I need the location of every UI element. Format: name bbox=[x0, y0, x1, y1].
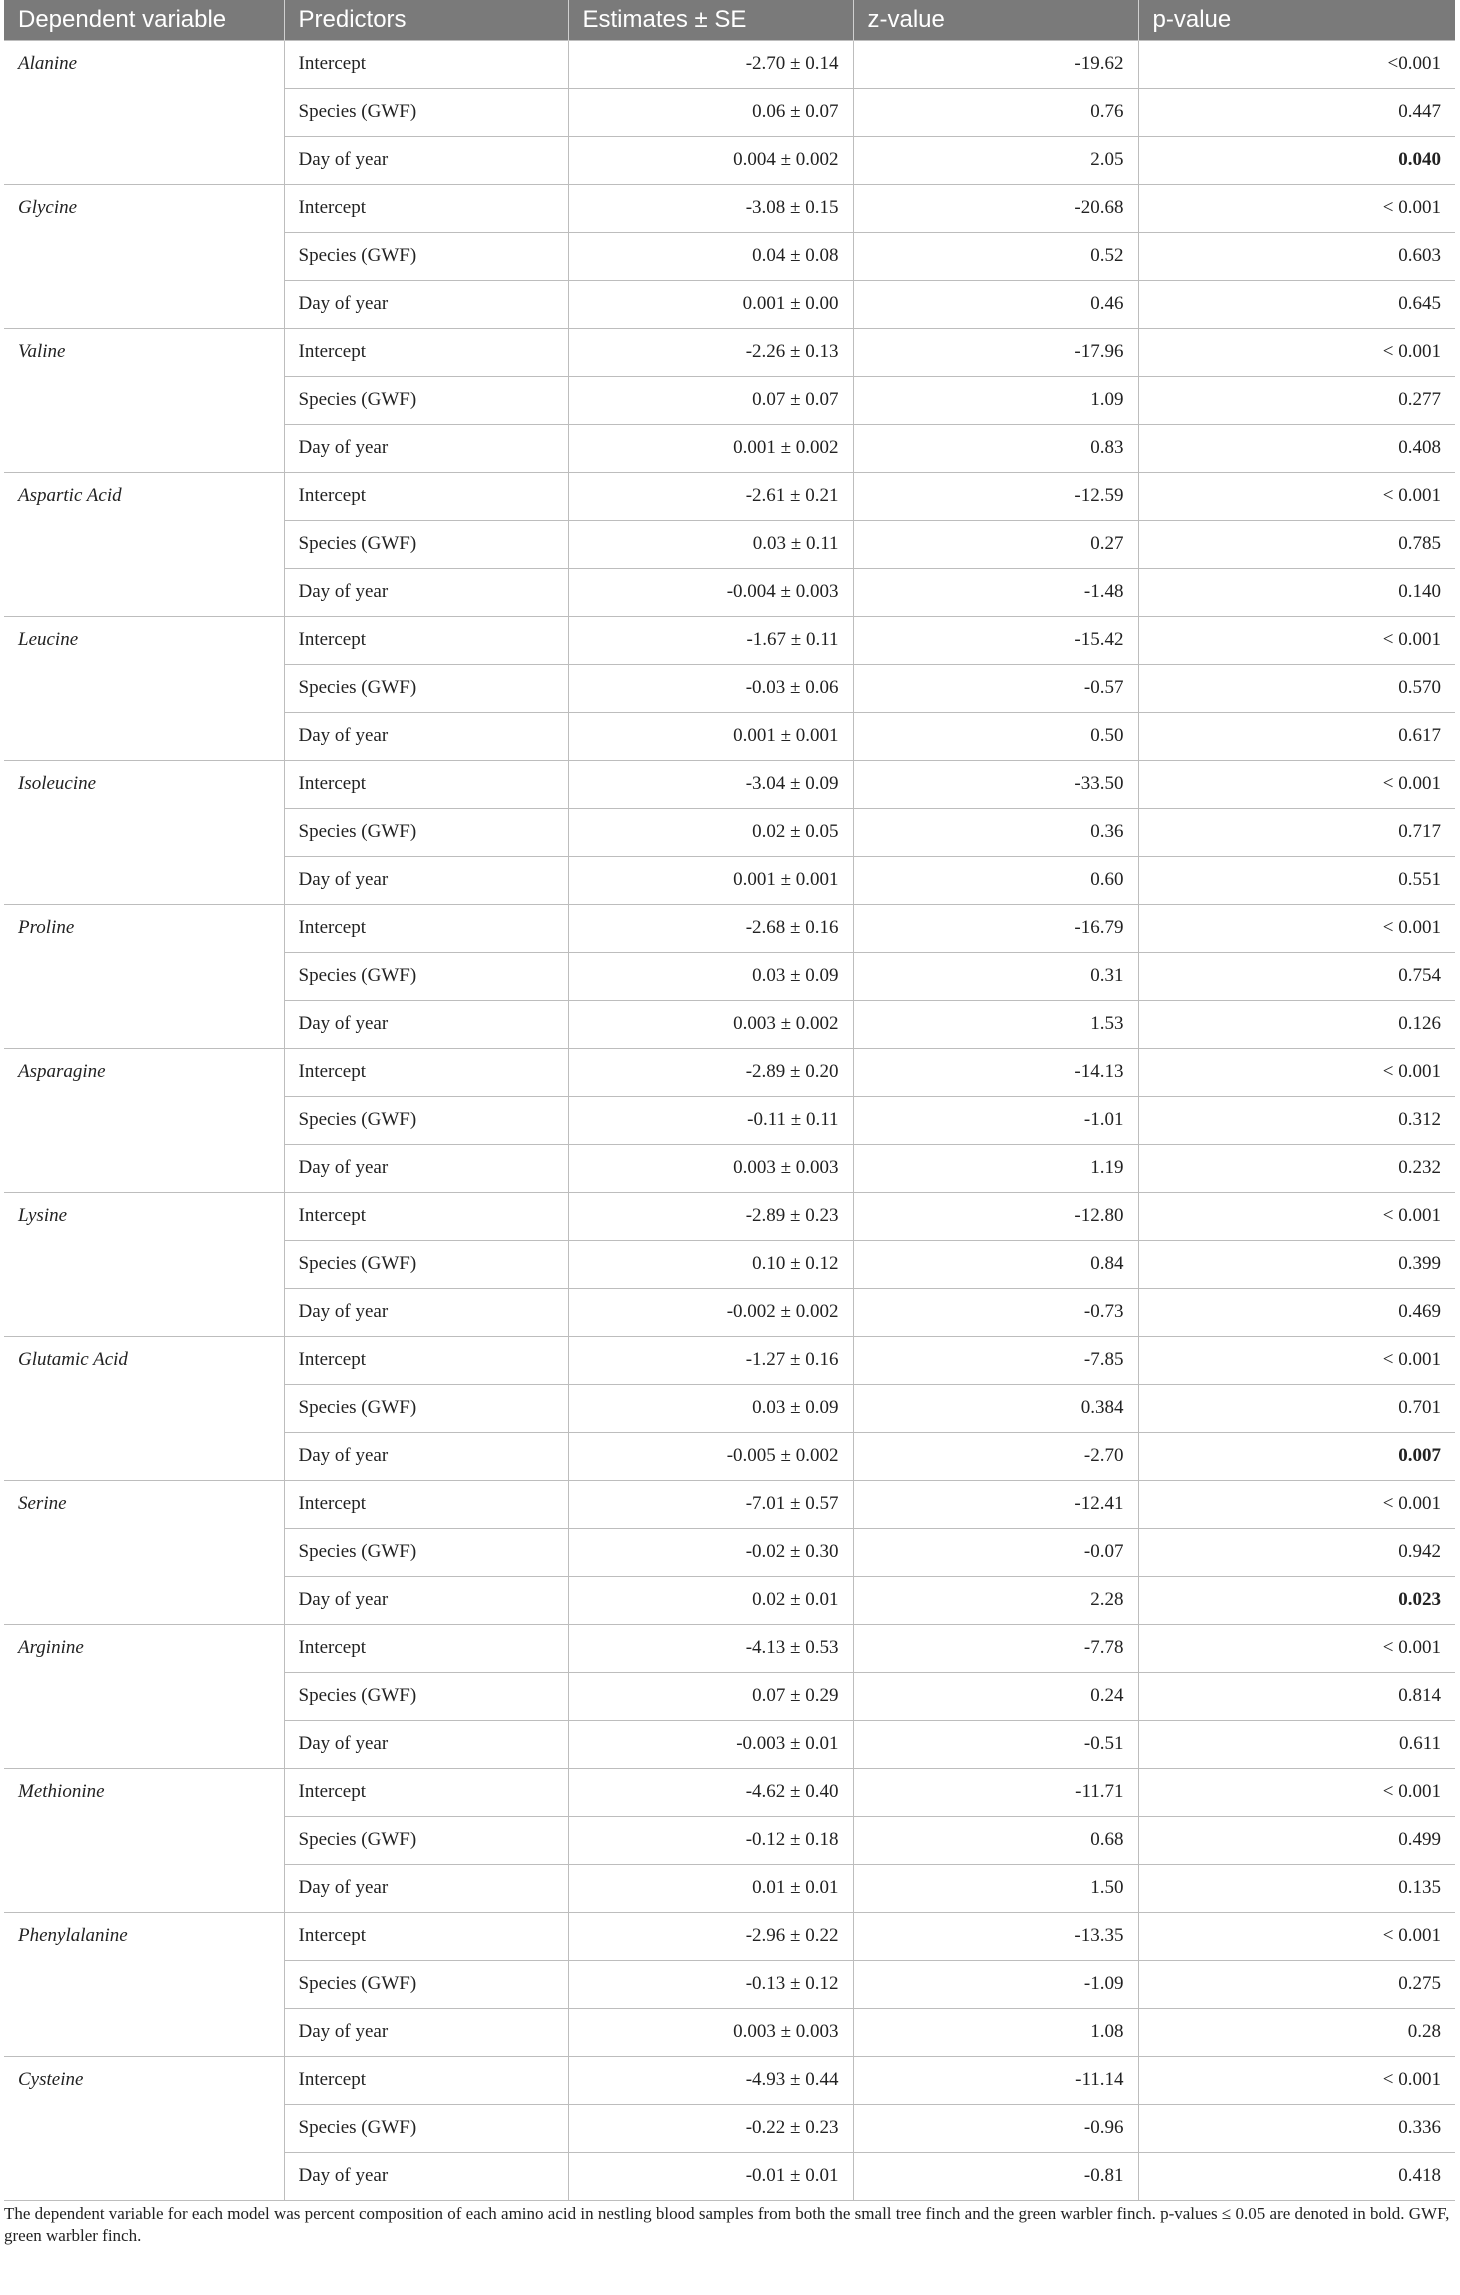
p-value-cell: 0.717 bbox=[1138, 808, 1455, 856]
predictor-cell: Intercept bbox=[284, 472, 568, 520]
estimate-cell: -0.004 ± 0.003 bbox=[568, 568, 853, 616]
predictor-cell: Day of year bbox=[284, 1576, 568, 1624]
predictor-cell: Day of year bbox=[284, 1864, 568, 1912]
header-z-value: z-value bbox=[853, 0, 1138, 40]
predictor-cell: Intercept bbox=[284, 1624, 568, 1672]
predictor-cell: Intercept bbox=[284, 904, 568, 952]
dependent-variable-cell: Lysine bbox=[4, 1192, 284, 1336]
predictor-cell: Day of year bbox=[284, 856, 568, 904]
dependent-variable-cell: Asparagine bbox=[4, 1048, 284, 1192]
predictor-cell: Day of year bbox=[284, 280, 568, 328]
z-value-cell: 0.384 bbox=[853, 1384, 1138, 1432]
predictor-cell: Species (GWF) bbox=[284, 1096, 568, 1144]
p-value-cell: < 0.001 bbox=[1138, 1624, 1455, 1672]
estimate-cell: -3.04 ± 0.09 bbox=[568, 760, 853, 808]
z-value-cell: -0.96 bbox=[853, 2104, 1138, 2152]
p-value-cell: 0.040 bbox=[1138, 136, 1455, 184]
dependent-variable-cell: Alanine bbox=[4, 40, 284, 184]
predictor-cell: Intercept bbox=[284, 616, 568, 664]
estimate-cell: 0.001 ± 0.001 bbox=[568, 712, 853, 760]
z-value-cell: -7.78 bbox=[853, 1624, 1138, 1672]
estimate-cell: -2.61 ± 0.21 bbox=[568, 472, 853, 520]
p-value-cell: < 0.001 bbox=[1138, 1048, 1455, 1096]
z-value-cell: 1.08 bbox=[853, 2008, 1138, 2056]
z-value-cell: -11.14 bbox=[853, 2056, 1138, 2104]
estimate-cell: -0.03 ± 0.06 bbox=[568, 664, 853, 712]
predictor-cell: Species (GWF) bbox=[284, 88, 568, 136]
predictor-cell: Day of year bbox=[284, 1000, 568, 1048]
estimate-cell: 0.003 ± 0.002 bbox=[568, 1000, 853, 1048]
predictor-cell: Species (GWF) bbox=[284, 1528, 568, 1576]
predictor-cell: Species (GWF) bbox=[284, 2104, 568, 2152]
predictor-cell: Day of year bbox=[284, 2152, 568, 2200]
z-value-cell: -16.79 bbox=[853, 904, 1138, 952]
predictor-cell: Species (GWF) bbox=[284, 1240, 568, 1288]
p-value-cell: 0.814 bbox=[1138, 1672, 1455, 1720]
p-value-cell: < 0.001 bbox=[1138, 2056, 1455, 2104]
z-value-cell: -17.96 bbox=[853, 328, 1138, 376]
estimate-cell: -2.68 ± 0.16 bbox=[568, 904, 853, 952]
estimate-cell: 0.001 ± 0.00 bbox=[568, 280, 853, 328]
dependent-variable-cell: Leucine bbox=[4, 616, 284, 760]
predictor-cell: Intercept bbox=[284, 1480, 568, 1528]
header-dependent-variable: Dependent variable bbox=[4, 0, 284, 40]
predictor-cell: Species (GWF) bbox=[284, 952, 568, 1000]
p-value-cell: 0.28 bbox=[1138, 2008, 1455, 2056]
estimate-cell: -4.93 ± 0.44 bbox=[568, 2056, 853, 2104]
estimate-cell: -1.67 ± 0.11 bbox=[568, 616, 853, 664]
z-value-cell: 0.31 bbox=[853, 952, 1138, 1000]
dependent-variable-cell: Cysteine bbox=[4, 2056, 284, 2200]
z-value-cell: 0.50 bbox=[853, 712, 1138, 760]
table-row bbox=[4, 904, 1455, 952]
header-estimates: Estimates ± SE bbox=[568, 0, 853, 40]
predictor-cell: Day of year bbox=[284, 1288, 568, 1336]
z-value-cell: 0.83 bbox=[853, 424, 1138, 472]
dependent-variable-cell: Aspartic Acid bbox=[4, 472, 284, 616]
p-value-cell: 0.617 bbox=[1138, 712, 1455, 760]
predictor-cell: Species (GWF) bbox=[284, 376, 568, 424]
p-value-cell: < 0.001 bbox=[1138, 1480, 1455, 1528]
predictor-cell: Day of year bbox=[284, 1144, 568, 1192]
table-row bbox=[4, 328, 1455, 376]
p-value-cell: 0.469 bbox=[1138, 1288, 1455, 1336]
table-row bbox=[4, 1480, 1455, 1528]
estimate-cell: 0.001 ± 0.001 bbox=[568, 856, 853, 904]
estimate-cell: 0.10 ± 0.12 bbox=[568, 1240, 853, 1288]
estimate-cell: 0.03 ± 0.09 bbox=[568, 952, 853, 1000]
estimate-cell: -4.62 ± 0.40 bbox=[568, 1768, 853, 1816]
estimate-cell: -2.89 ± 0.23 bbox=[568, 1192, 853, 1240]
p-value-cell: 0.570 bbox=[1138, 664, 1455, 712]
p-value-cell: < 0.001 bbox=[1138, 1912, 1455, 1960]
estimate-cell: 0.02 ± 0.01 bbox=[568, 1576, 853, 1624]
dependent-variable-cell: Valine bbox=[4, 328, 284, 472]
estimate-cell: -0.02 ± 0.30 bbox=[568, 1528, 853, 1576]
z-value-cell: -2.70 bbox=[853, 1432, 1138, 1480]
predictor-cell: Species (GWF) bbox=[284, 1816, 568, 1864]
p-value-cell: 0.336 bbox=[1138, 2104, 1455, 2152]
z-value-cell: 0.60 bbox=[853, 856, 1138, 904]
z-value-cell: 0.68 bbox=[853, 1816, 1138, 1864]
p-value-cell: 0.603 bbox=[1138, 232, 1455, 280]
predictor-cell: Species (GWF) bbox=[284, 664, 568, 712]
p-value-cell: 0.785 bbox=[1138, 520, 1455, 568]
p-value-cell: 0.126 bbox=[1138, 1000, 1455, 1048]
dependent-variable-cell: Methionine bbox=[4, 1768, 284, 1912]
p-value-cell: 0.499 bbox=[1138, 1816, 1455, 1864]
predictor-cell: Day of year bbox=[284, 136, 568, 184]
table-row bbox=[4, 1192, 1455, 1240]
table-row bbox=[4, 616, 1455, 664]
p-value-cell: 0.942 bbox=[1138, 1528, 1455, 1576]
z-value-cell: -13.35 bbox=[853, 1912, 1138, 1960]
p-value-cell: 0.399 bbox=[1138, 1240, 1455, 1288]
estimate-cell: -1.27 ± 0.16 bbox=[568, 1336, 853, 1384]
predictor-cell: Day of year bbox=[284, 1432, 568, 1480]
z-value-cell: -12.41 bbox=[853, 1480, 1138, 1528]
estimate-cell: 0.02 ± 0.05 bbox=[568, 808, 853, 856]
predictor-cell: Day of year bbox=[284, 424, 568, 472]
predictor-cell: Day of year bbox=[284, 1720, 568, 1768]
p-value-cell: 0.312 bbox=[1138, 1096, 1455, 1144]
z-value-cell: -7.85 bbox=[853, 1336, 1138, 1384]
predictor-cell: Intercept bbox=[284, 760, 568, 808]
dependent-variable-cell: Phenylalanine bbox=[4, 1912, 284, 2056]
predictor-cell: Species (GWF) bbox=[284, 1960, 568, 2008]
p-value-cell: 0.645 bbox=[1138, 280, 1455, 328]
p-value-cell: < 0.001 bbox=[1138, 1192, 1455, 1240]
estimate-cell: -2.96 ± 0.22 bbox=[568, 1912, 853, 1960]
predictor-cell: Intercept bbox=[284, 1048, 568, 1096]
z-value-cell: 1.50 bbox=[853, 1864, 1138, 1912]
estimate-cell: -0.01 ± 0.01 bbox=[568, 2152, 853, 2200]
p-value-cell: < 0.001 bbox=[1138, 472, 1455, 520]
p-value-cell: 0.232 bbox=[1138, 1144, 1455, 1192]
table-row bbox=[4, 40, 1455, 88]
predictor-cell: Intercept bbox=[284, 40, 568, 88]
table-row bbox=[4, 1768, 1455, 1816]
predictor-cell: Day of year bbox=[284, 568, 568, 616]
predictor-cell: Species (GWF) bbox=[284, 232, 568, 280]
estimate-cell: 0.001 ± 0.002 bbox=[568, 424, 853, 472]
estimate-cell: -2.26 ± 0.13 bbox=[568, 328, 853, 376]
table-row bbox=[4, 760, 1455, 808]
predictor-cell: Intercept bbox=[284, 184, 568, 232]
p-value-cell: < 0.001 bbox=[1138, 184, 1455, 232]
z-value-cell: -0.07 bbox=[853, 1528, 1138, 1576]
estimate-cell: -0.002 ± 0.002 bbox=[568, 1288, 853, 1336]
z-value-cell: -15.42 bbox=[853, 616, 1138, 664]
dependent-variable-cell: Isoleucine bbox=[4, 760, 284, 904]
estimate-cell: 0.07 ± 0.29 bbox=[568, 1672, 853, 1720]
z-value-cell: 0.27 bbox=[853, 520, 1138, 568]
table-row bbox=[4, 1624, 1455, 1672]
p-value-cell: 0.277 bbox=[1138, 376, 1455, 424]
z-value-cell: -33.50 bbox=[853, 760, 1138, 808]
z-value-cell: 0.52 bbox=[853, 232, 1138, 280]
p-value-cell: 0.754 bbox=[1138, 952, 1455, 1000]
predictor-cell: Species (GWF) bbox=[284, 520, 568, 568]
estimate-cell: -0.005 ± 0.002 bbox=[568, 1432, 853, 1480]
z-value-cell: -20.68 bbox=[853, 184, 1138, 232]
z-value-cell: -0.73 bbox=[853, 1288, 1138, 1336]
z-value-cell: -0.51 bbox=[853, 1720, 1138, 1768]
z-value-cell: -12.59 bbox=[853, 472, 1138, 520]
z-value-cell: 2.28 bbox=[853, 1576, 1138, 1624]
z-value-cell: 0.24 bbox=[853, 1672, 1138, 1720]
estimate-cell: 0.01 ± 0.01 bbox=[568, 1864, 853, 1912]
z-value-cell: -0.81 bbox=[853, 2152, 1138, 2200]
p-value-cell: 0.140 bbox=[1138, 568, 1455, 616]
estimate-cell: -0.22 ± 0.23 bbox=[568, 2104, 853, 2152]
table-row bbox=[4, 1336, 1455, 1384]
p-value-cell: < 0.001 bbox=[1138, 1336, 1455, 1384]
z-value-cell: -11.71 bbox=[853, 1768, 1138, 1816]
z-value-cell: -1.09 bbox=[853, 1960, 1138, 2008]
p-value-cell: 0.611 bbox=[1138, 1720, 1455, 1768]
z-value-cell: 2.05 bbox=[853, 136, 1138, 184]
z-value-cell: 1.09 bbox=[853, 376, 1138, 424]
z-value-cell: 0.36 bbox=[853, 808, 1138, 856]
estimate-cell: -4.13 ± 0.53 bbox=[568, 1624, 853, 1672]
p-value-cell: < 0.001 bbox=[1138, 904, 1455, 952]
estimate-cell: 0.04 ± 0.08 bbox=[568, 232, 853, 280]
table-row bbox=[4, 2056, 1455, 2104]
p-value-cell: 0.135 bbox=[1138, 1864, 1455, 1912]
z-value-cell: 0.76 bbox=[853, 88, 1138, 136]
p-value-cell: < 0.001 bbox=[1138, 616, 1455, 664]
estimate-cell: -0.003 ± 0.01 bbox=[568, 1720, 853, 1768]
z-value-cell: -0.57 bbox=[853, 664, 1138, 712]
z-value-cell: -14.13 bbox=[853, 1048, 1138, 1096]
dependent-variable-cell: Glutamic Acid bbox=[4, 1336, 284, 1480]
p-value-cell: < 0.001 bbox=[1138, 1768, 1455, 1816]
predictor-cell: Intercept bbox=[284, 328, 568, 376]
estimate-cell: -0.12 ± 0.18 bbox=[568, 1816, 853, 1864]
estimate-cell: -2.70 ± 0.14 bbox=[568, 40, 853, 88]
estimate-cell: 0.07 ± 0.07 bbox=[568, 376, 853, 424]
estimate-cell: -7.01 ± 0.57 bbox=[568, 1480, 853, 1528]
predictor-cell: Species (GWF) bbox=[284, 1384, 568, 1432]
p-value-cell: <0.001 bbox=[1138, 40, 1455, 88]
p-value-cell: 0.418 bbox=[1138, 2152, 1455, 2200]
header-predictors: Predictors bbox=[284, 0, 568, 40]
header-p-value: p-value bbox=[1138, 0, 1455, 40]
p-value-cell: < 0.001 bbox=[1138, 760, 1455, 808]
z-value-cell: 0.84 bbox=[853, 1240, 1138, 1288]
estimate-cell: 0.003 ± 0.003 bbox=[568, 2008, 853, 2056]
p-value-cell: 0.551 bbox=[1138, 856, 1455, 904]
predictor-cell: Intercept bbox=[284, 2056, 568, 2104]
predictor-cell: Species (GWF) bbox=[284, 1672, 568, 1720]
p-value-cell: 0.023 bbox=[1138, 1576, 1455, 1624]
predictor-cell: Day of year bbox=[284, 2008, 568, 2056]
p-value-cell: 0.447 bbox=[1138, 88, 1455, 136]
table-row bbox=[4, 184, 1455, 232]
dependent-variable-cell: Glycine bbox=[4, 184, 284, 328]
table-row bbox=[4, 1912, 1455, 1960]
predictor-cell: Day of year bbox=[284, 712, 568, 760]
predictor-cell: Intercept bbox=[284, 1192, 568, 1240]
estimate-cell: 0.004 ± 0.002 bbox=[568, 136, 853, 184]
estimate-cell: -0.13 ± 0.12 bbox=[568, 1960, 853, 2008]
dependent-variable-cell: Arginine bbox=[4, 1624, 284, 1768]
table-footnote: The dependent variable for each model was percent composition of each amino acid in nestling blood samples from both the small tree finch and the green warbler finch. p-values ≤ 0.05 are denoted in bold. GWF, green warbler finch. bbox=[4, 2203, 1450, 2245]
predictor-cell: Intercept bbox=[284, 1336, 568, 1384]
p-value-cell: 0.275 bbox=[1138, 1960, 1455, 2008]
z-value-cell: 0.46 bbox=[853, 280, 1138, 328]
p-value-cell: 0.701 bbox=[1138, 1384, 1455, 1432]
header-row bbox=[4, 0, 1455, 40]
z-value-cell: -19.62 bbox=[853, 40, 1138, 88]
estimate-cell: 0.06 ± 0.07 bbox=[568, 88, 853, 136]
estimate-cell: 0.03 ± 0.09 bbox=[568, 1384, 853, 1432]
z-value-cell: -1.01 bbox=[853, 1096, 1138, 1144]
estimate-cell: 0.003 ± 0.003 bbox=[568, 1144, 853, 1192]
estimate-cell: -3.08 ± 0.15 bbox=[568, 184, 853, 232]
z-value-cell: 1.19 bbox=[853, 1144, 1138, 1192]
estimate-cell: 0.03 ± 0.11 bbox=[568, 520, 853, 568]
p-value-cell: 0.408 bbox=[1138, 424, 1455, 472]
z-value-cell: -1.48 bbox=[853, 568, 1138, 616]
predictor-cell: Species (GWF) bbox=[284, 808, 568, 856]
dependent-variable-cell: Proline bbox=[4, 904, 284, 1048]
table-row bbox=[4, 1048, 1455, 1096]
p-value-cell: < 0.001 bbox=[1138, 328, 1455, 376]
table-row bbox=[4, 472, 1455, 520]
p-value-cell: 0.007 bbox=[1138, 1432, 1455, 1480]
table-body bbox=[4, 40, 1455, 2200]
predictor-cell: Intercept bbox=[284, 1912, 568, 1960]
z-value-cell: 1.53 bbox=[853, 1000, 1138, 1048]
dependent-variable-cell: Serine bbox=[4, 1480, 284, 1624]
predictor-cell: Intercept bbox=[284, 1768, 568, 1816]
z-value-cell: -12.80 bbox=[853, 1192, 1138, 1240]
estimate-cell: -2.89 ± 0.20 bbox=[568, 1048, 853, 1096]
regression-table bbox=[4, 0, 1455, 2201]
estimate-cell: -0.11 ± 0.11 bbox=[568, 1096, 853, 1144]
